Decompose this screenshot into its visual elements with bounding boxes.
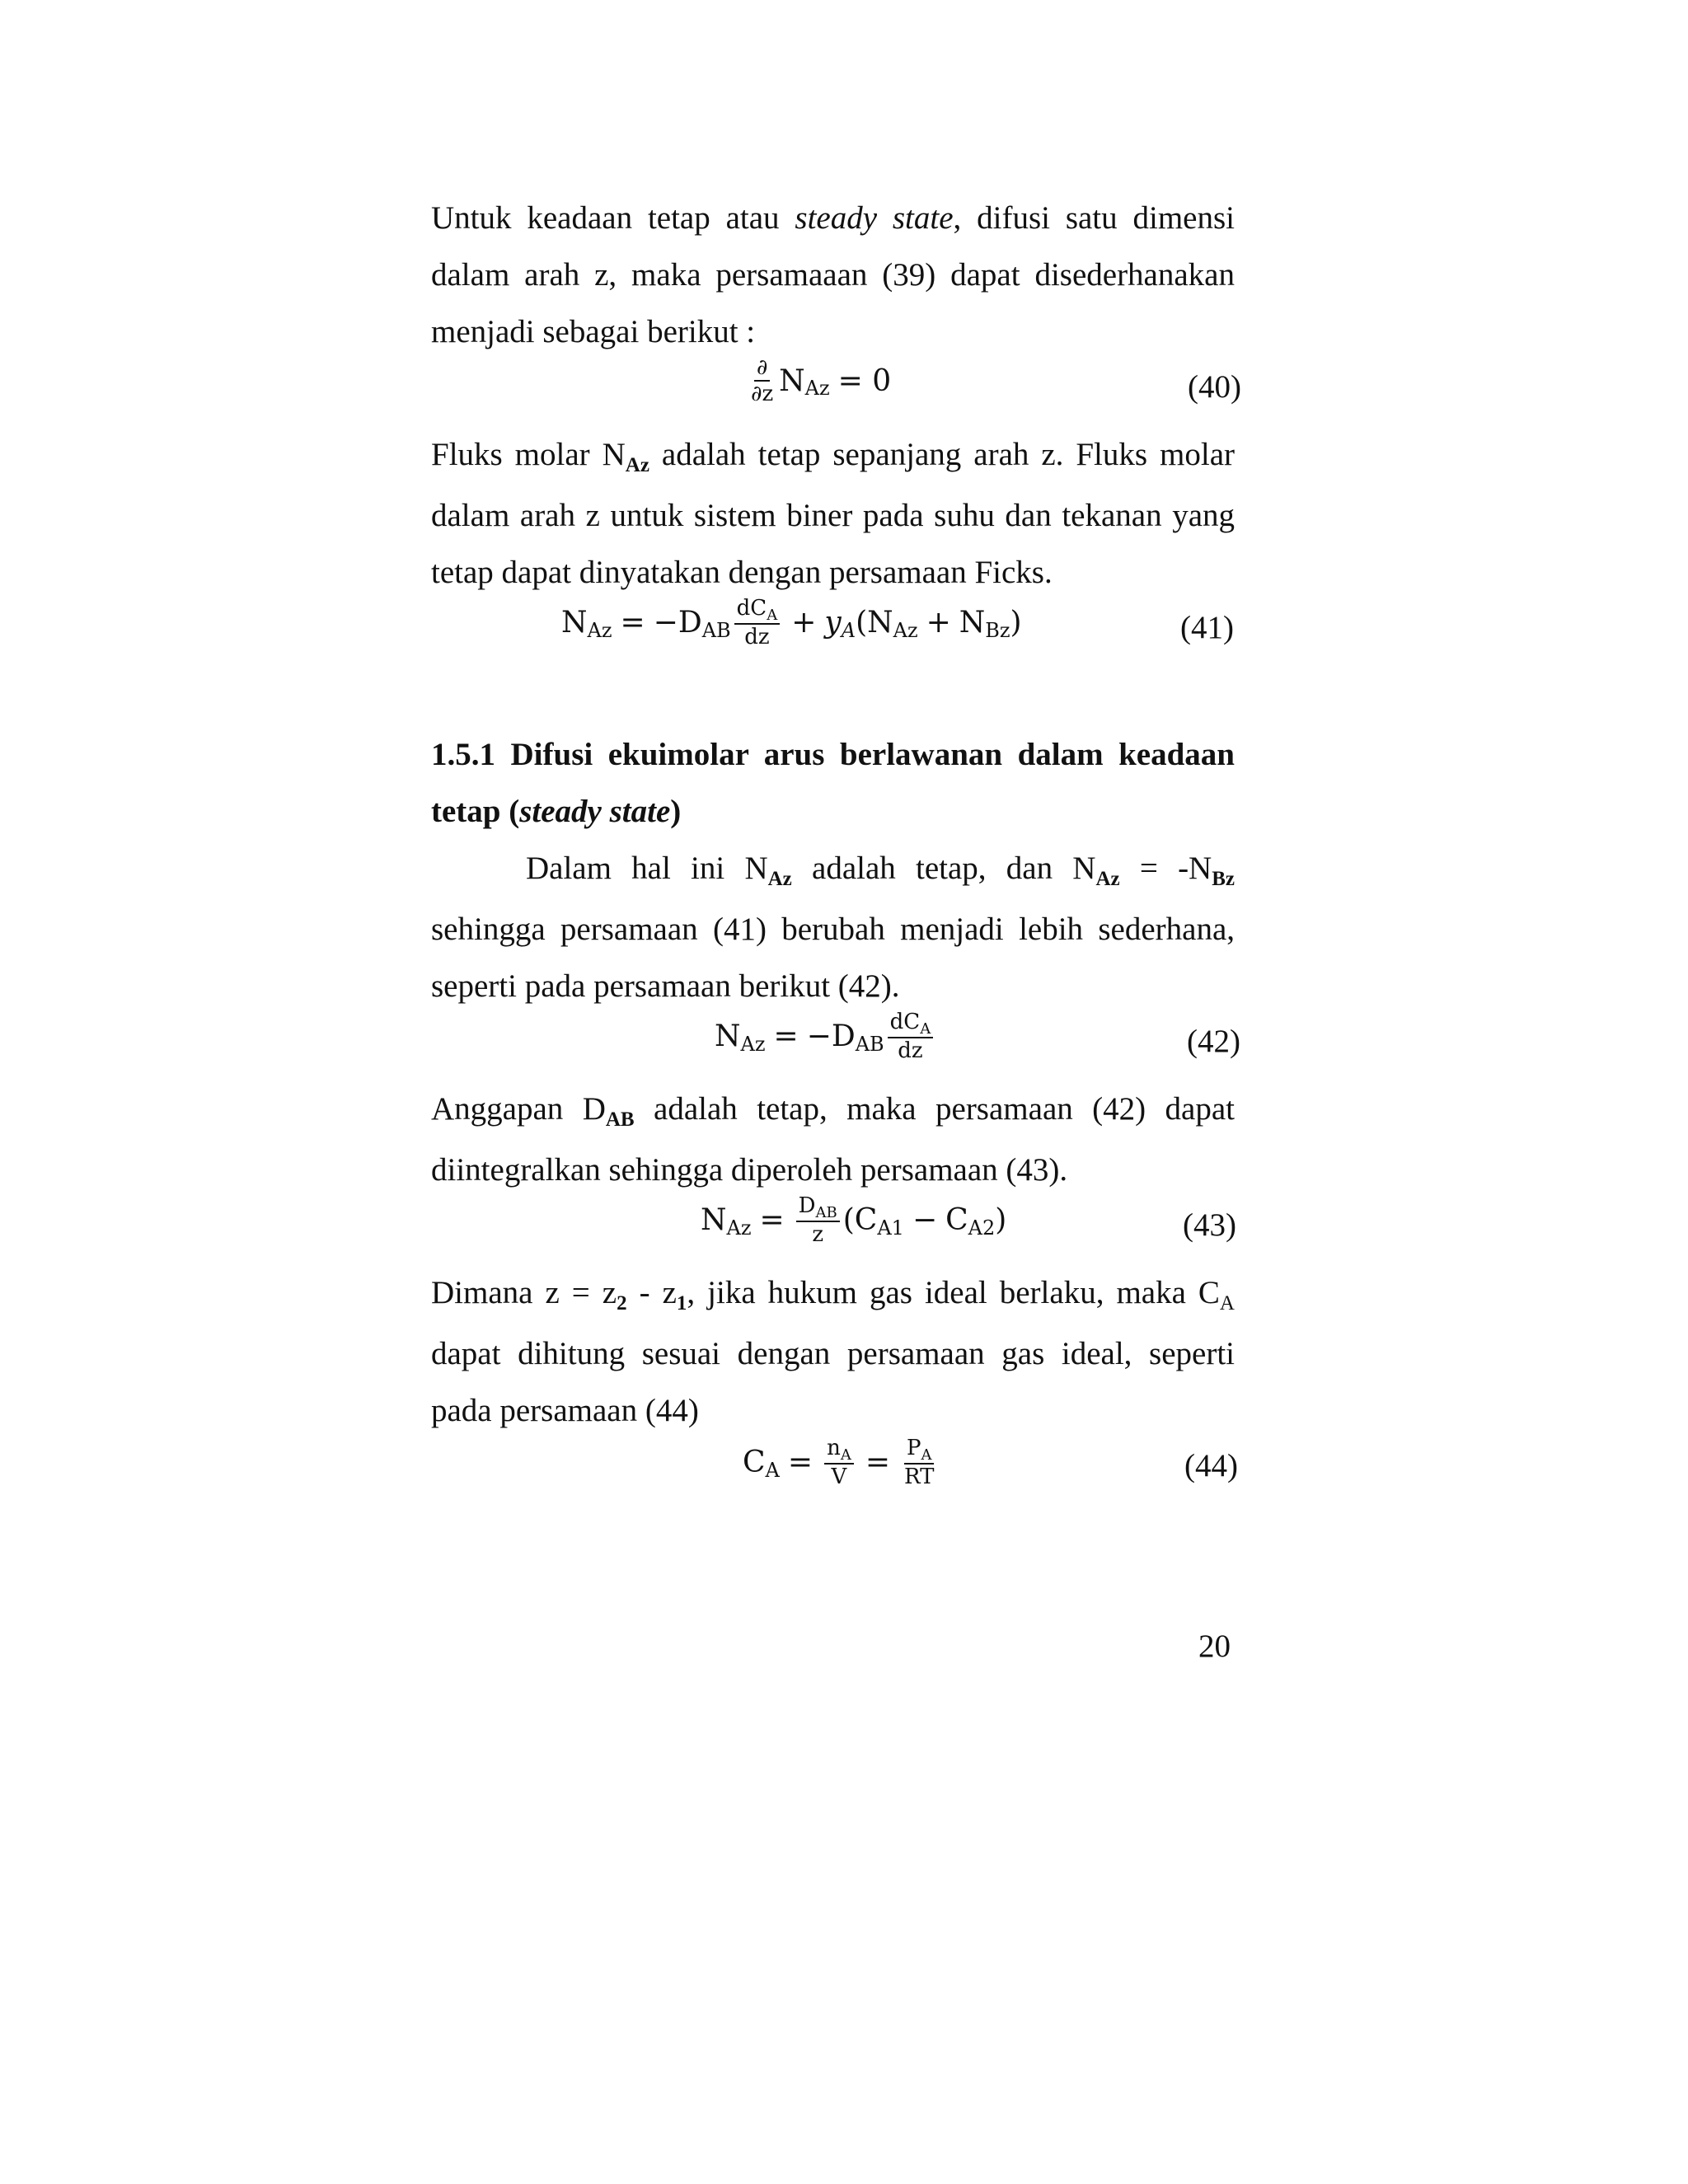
partial-fraction [748,355,776,406]
paragraph-ideal-gas [431,1264,1235,1439]
fraction-denominator: RT [903,1465,935,1489]
paragraph-molar-flux [431,426,1235,601]
fraction-denominator: ∂z [751,382,774,406]
subscript: A [841,618,856,642]
subscript: Az [893,618,918,642]
section-heading [431,726,1235,840]
equals: = [620,606,645,640]
fraction-denominator: z [812,1222,824,1247]
page-number: 20 [1198,1629,1231,1664]
numerator-text: D [798,1193,816,1218]
pressure-rt-fraction [902,1436,936,1489]
derivative-fraction [888,1010,934,1063]
subscript: Bz [1212,868,1236,890]
symbol-minus-d: −D [653,606,702,640]
equals: = [865,1446,890,1479]
heading-text: 1.5.1 Difusi ekuimolar arus berlawanan dalam keadaan tetap ( [431,737,1235,829]
text: Fluks molar N [431,437,626,472]
minus: − [912,1203,938,1237]
subscript: 2 [617,1292,627,1315]
text: Dimana z = z [431,1275,617,1310]
fraction-numerator: ∂ [754,355,770,382]
fraction-denominator: dz [744,625,770,649]
subscript: A [921,1446,932,1464]
symbol-c: C [945,1203,968,1237]
subscript: AB [605,1108,635,1131]
fraction-numerator [904,1436,935,1465]
subscript: A [765,1458,780,1482]
subscript: AB [855,1032,884,1056]
fraction-numerator [734,596,781,625]
text: adalah tetap, maka persamaan (42) dapat diintegralkan sehingga diperoleh persamaan (43). [431,1091,1236,1188]
text: , jika hukum gas ideal berlaku, maka C [687,1275,1220,1310]
paren-open-n: (N [856,606,893,640]
fraction-numerator [796,1193,840,1222]
equation-41-body [561,596,1022,649]
numerator-text: dC [736,596,767,621]
subscript: 1 [676,1292,687,1315]
symbol-n: N [701,1203,727,1237]
fraction-denominator: dz [898,1038,923,1063]
equation-number: (41) [1180,610,1234,645]
text: adalah tetap sepanjang arah z. Fluks molar dalam arah z untuk sistem biner pada suhu dan tekanan yang tetap dapat dinyatakan dengan persamaan Ficks. [431,437,1235,590]
paragraph-equimolar [431,840,1235,1015]
plus: + [926,606,951,640]
equation-number: (40) [1188,369,1241,405]
equation-number: (44) [1184,1448,1238,1483]
subscript: Az [1095,868,1120,890]
italic-text: steady state [795,200,954,236]
subscript: AB [815,1204,837,1221]
fraction-denominator: V [831,1465,847,1489]
equation-number: (43) [1183,1207,1236,1243]
paren-open-c: (C [842,1203,878,1237]
equation-43-body [701,1193,1006,1247]
fraction-numerator [824,1436,854,1465]
fraction-numerator [888,1010,934,1038]
equation-44-body [743,1436,940,1489]
text: sehingga persamaan (41) berubah menjadi lebih sederhana, seperti pada persamaan berikut (42). [431,912,1235,1004]
text: adalah tetap, dan N [791,851,1096,886]
subscript: Az [804,377,830,400]
paren-close: ) [1010,606,1022,640]
subscript: Az [625,454,649,476]
symbol-n: N [715,1019,741,1053]
numerator-text: dC [889,1010,921,1034]
symbol-minus-d: −D [806,1019,856,1053]
text: Anggapan D [431,1091,606,1127]
subscript: Bz [985,618,1010,642]
text: , difusi satu dimensi dalam arah z, maka persamaaan (39) dapat disederhanakan menjadi sebagai berikut : [431,200,1235,349]
paragraph-steady-state-intro [431,190,1235,360]
subscript: AB [701,618,731,642]
equation-42-body [715,1010,936,1063]
numerator-text: n [827,1436,841,1460]
subscript: Az [767,868,792,890]
subscript: A [767,607,778,624]
text: - z [626,1275,677,1310]
numerator-text: P [906,1436,921,1460]
text: dapat dihitung sesuai dengan persamaan gas ideal, seperti pada persamaan (44) [431,1336,1235,1428]
subscript: A [1219,1292,1235,1315]
plus: + [791,606,817,640]
heading-text: ) [670,794,682,829]
symbol-n: N [561,606,588,640]
equation-40-body [745,355,899,406]
subscript: A [840,1446,851,1464]
equals: = [773,1019,799,1053]
moles-volume-fraction [824,1436,854,1489]
subscript: Az [587,618,612,642]
text: Dalam hal ini N [526,851,768,886]
equals-zero: = 0 [837,363,892,398]
symbol-y: y [824,606,842,640]
paren-close: ) [995,1203,1007,1237]
symbol-n: N [959,606,986,640]
page-content [431,190,1241,1489]
subscript: A1 [877,1216,904,1240]
text: = -N [1119,851,1212,886]
heading-italic: steady state [519,794,671,829]
subscript: Az [726,1216,752,1240]
equation-number: (42) [1187,1024,1240,1059]
symbol-n: N [779,363,805,398]
derivative-fraction [734,596,781,649]
text: Untuk keadaan tetap atau [431,200,795,236]
subscript: A [920,1020,931,1038]
equals: = [787,1446,814,1479]
subscript: A2 [968,1216,996,1240]
symbol-c: C [743,1446,766,1479]
paragraph-integration [431,1080,1235,1198]
equals: = [759,1203,785,1237]
diffusivity-fraction [796,1193,840,1247]
subscript: Az [740,1032,766,1056]
